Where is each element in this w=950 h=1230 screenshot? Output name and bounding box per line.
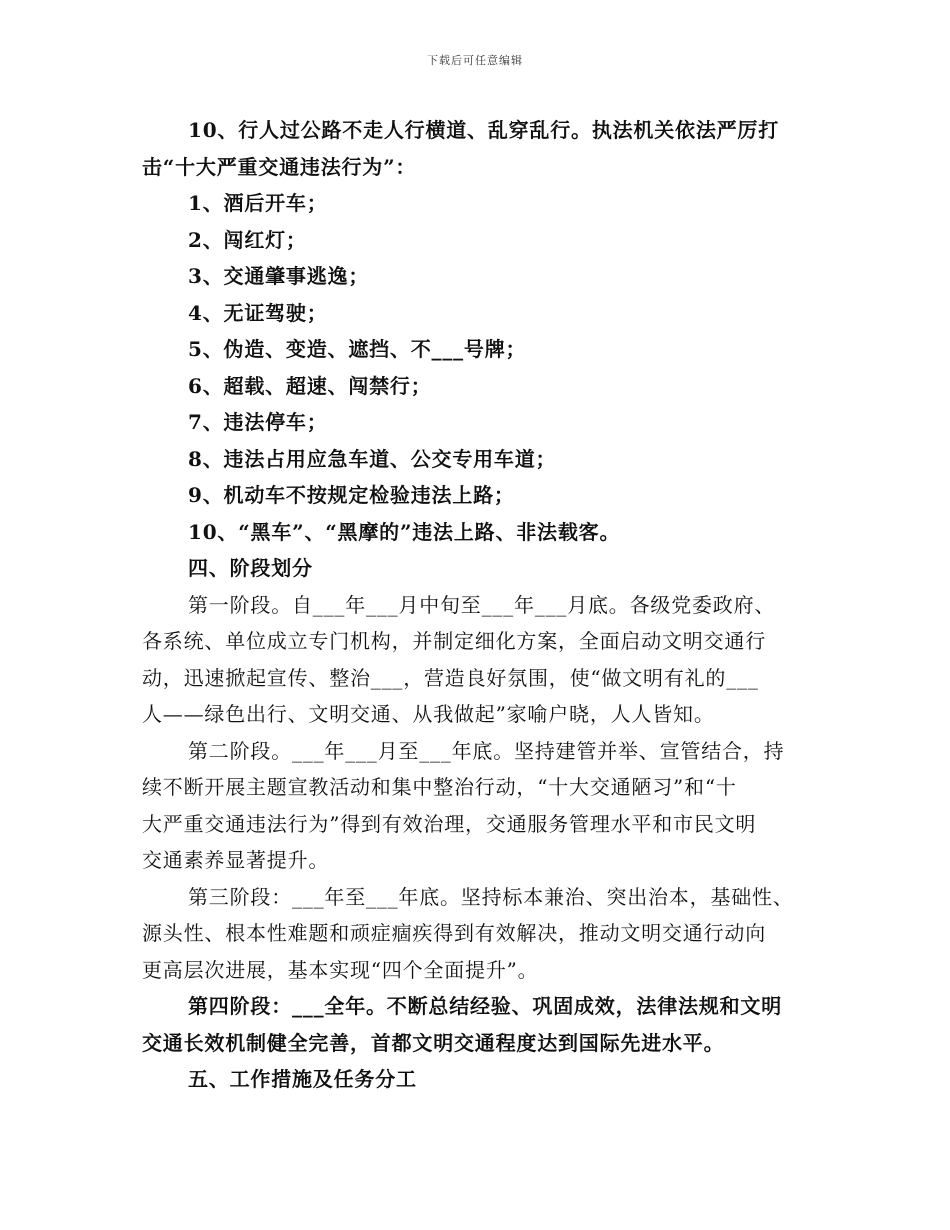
text-line: 第二阶段。___年___月至___年底。坚持建管并举、宣管结合，持	[188, 738, 785, 763]
text-line: 9、机动车不按规定检验违法上路；	[188, 483, 515, 507]
text-line: 续不断开展主题宣教活动和集中整治行动，“十大交通陋习”和“十	[142, 775, 737, 799]
paragraph	[142, 185, 810, 222]
paragraph	[142, 514, 810, 551]
text-line: 五、工作措施及任务分工	[188, 1067, 417, 1091]
text-line: 各系统、单位成立专门机构，并制定细化方案，全面启动文明交通行	[142, 629, 766, 653]
text-line: 更高层次进展，基本实现“四个全面提升”。	[142, 957, 539, 982]
paragraph	[142, 222, 810, 259]
text-line: 10、行人过公路不走人行横道、乱穿乱行。执法机关依法严厉打	[188, 118, 780, 142]
text-line: 7、违法停车；	[188, 410, 328, 434]
paragraph	[142, 550, 810, 587]
paragraph	[142, 295, 810, 332]
text-line: 10、“黑车”、“黑摩的”违法上路、非法载客。	[188, 519, 621, 544]
paragraph	[142, 441, 810, 478]
text-line: 8、违法占用应急车道、公交专用车道；	[188, 446, 557, 471]
page-header: 下载后可任意编辑	[427, 54, 523, 67]
text-line: 1、酒后开车；	[188, 191, 328, 215]
document-body	[142, 112, 810, 1098]
text-line: 源头性、根本性难题和顽症痼疾得到有效解决，推动文明交通行动向	[142, 921, 766, 945]
text-line: 3、交通肇事逃逸；	[188, 264, 370, 288]
text-line: 动，迅速掀起宣传、整治___，营造良好氛围，使“做文明有礼的___	[142, 665, 759, 690]
paragraph	[142, 477, 810, 514]
text-line: 交通素养显著提升。	[142, 848, 330, 872]
text-line: 击“十大严重交通违法行为”：	[142, 154, 417, 179]
paragraph	[142, 112, 810, 185]
text-line: 4、无证驾驶；	[188, 300, 328, 325]
paragraph	[142, 258, 810, 295]
text-line: 5、伪造、变造、遮挡、不___号牌；	[188, 337, 527, 361]
text-line: 四、阶段划分	[188, 556, 313, 580]
paragraph	[142, 331, 810, 368]
paragraph	[142, 1061, 810, 1098]
text-line: 2、闯红灯；	[188, 227, 307, 252]
text-line: 第一阶段。自___年___月中旬至___年___月底。各级党委政府、	[188, 592, 776, 617]
paragraph	[142, 404, 810, 441]
paragraph	[142, 988, 810, 1061]
text-line: 第四阶段：___全年。不断总结经验、巩固成效，法律法规和文明	[188, 994, 782, 1018]
text-line: 第三阶段：___年至___年底。坚持标本兼治、突出治本，基础性、	[188, 884, 794, 909]
paragraph	[142, 879, 810, 989]
text-line: 大严重交通违法行为”得到有效治理，交通服务管理水平和市民文明	[142, 811, 757, 836]
text-line: 人——绿色出行、文明交通、从我做起”家喻户晓，人人皆知。	[142, 702, 715, 726]
text-line: 6、超载、超速、闯禁行；	[188, 373, 432, 398]
text-line: 交通长效机制健全完善，首都文明交通程度达到国际先进水平。	[142, 1030, 725, 1055]
paragraph	[142, 587, 810, 733]
paragraph	[142, 733, 810, 879]
paragraph	[142, 368, 810, 405]
